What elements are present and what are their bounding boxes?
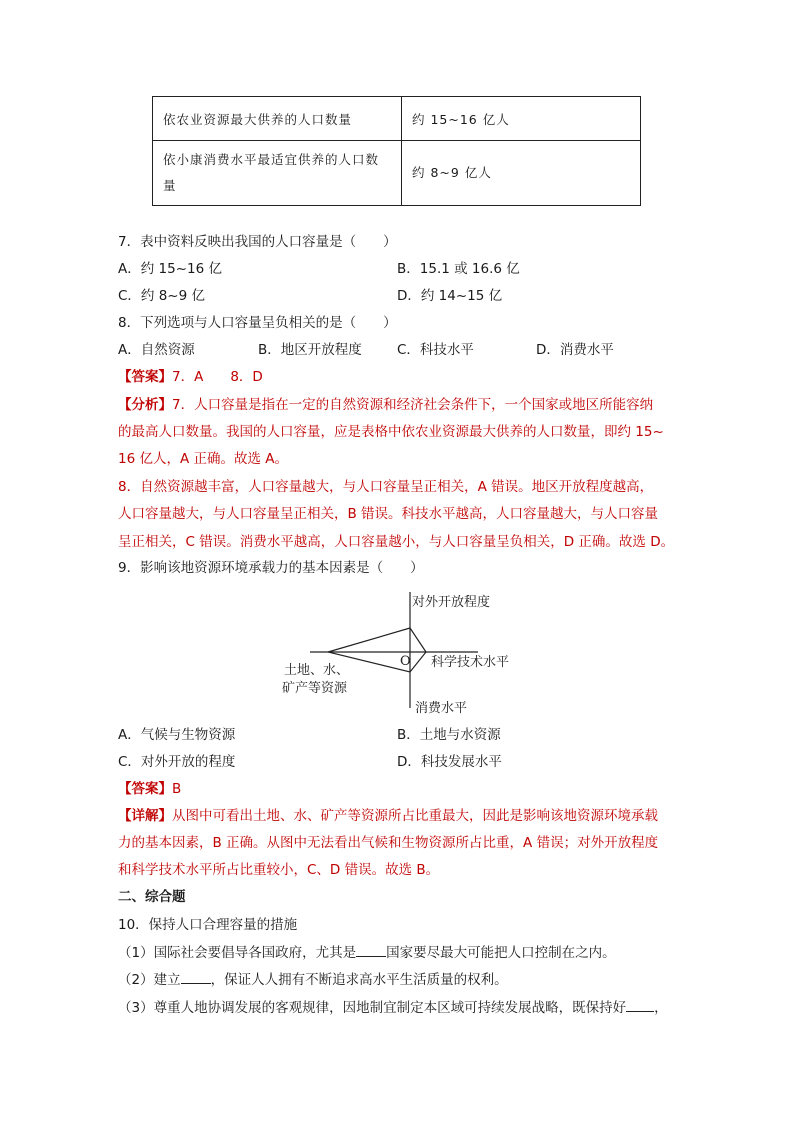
detail-line: 和科学技术水平所占比重较小，C、D 错误。故选 B。 — [118, 862, 440, 878]
table-row — [153, 97, 641, 141]
label-resources: 土地、水、 — [284, 663, 350, 678]
q8-option-c: C．科技水平 — [397, 342, 474, 358]
answer-text: 7．A 8．D — [172, 369, 263, 385]
label-opening: 对外开放程度 — [412, 595, 491, 610]
question-10-stem: 10．保持人口合理容量的措施 — [118, 917, 298, 933]
section-title: 二、综合题 — [118, 889, 186, 905]
q10-item-2: （2）建立 ，保证人人拥有不断追求高水平生活质量的权利。 — [118, 969, 508, 990]
table-cell-label: 依农业资源最大供养的人口数量 — [153, 97, 402, 141]
label-technology: 科学技术水平 — [431, 655, 510, 670]
table-row — [153, 141, 641, 206]
q9-option-c: C．对外开放的程度 — [118, 754, 236, 770]
analysis-line: 呈正相关，C 错误。消费水平越高，人口容量越小，与人口容量呈负相关，D 正确。故选 D。 — [118, 534, 675, 550]
resource-factor-diagram — [270, 586, 530, 716]
blank-field[interactable] — [356, 942, 386, 957]
analysis-line: 人口容量越大，与人口容量呈正相关，B 错误。科技水平越高，人口容量越大，与人口容量 — [118, 506, 659, 522]
answer-tag: 【答案】 — [118, 369, 172, 385]
question-9-stem: 9．影响该地资源环境承载力的基本因素是（ ） — [118, 560, 424, 576]
q9-option-a: A．气候与生物资源 — [118, 727, 236, 743]
detail-tag: 【详解】 — [118, 808, 172, 824]
q8-option-a: A．自然资源 — [118, 342, 195, 358]
question-8-stem: 8．下列选项与人口容量呈负相关的是（ ） — [118, 315, 397, 331]
detail-line: 力的基本因素，B 正确。从图中无法看出气候和生物资源所占比重，A 错误；对外开放程度 — [118, 835, 659, 851]
table-cell-label: 依小康消费水平最适宜供养的人口数量 — [153, 141, 402, 206]
label-resources: 矿产等资源 — [282, 681, 348, 696]
analysis-line: 16 亿人，A 正确。故选 A。 — [118, 451, 289, 467]
q7-option-c: C．约 8~9 亿 — [118, 288, 205, 304]
population-table — [152, 96, 641, 206]
label-origin: O — [400, 654, 411, 669]
q10-item-1: （1）国际社会要倡导各国政府，尤其是 国家要尽最大可能把人口控制在之内。 — [118, 942, 616, 963]
table-cell-value: 约 8~9 亿人 — [402, 141, 641, 206]
q9-option-d: D．科技发展水平 — [397, 754, 502, 770]
analysis-line: 【分析】7．人口容量是指在一定的自然资源和经济社会条件下，一个国家或地区所能容纳 — [118, 397, 654, 413]
q8-option-d: D．消费水平 — [536, 342, 614, 358]
label-consumption: 消费水平 — [415, 701, 468, 716]
q7-option-a: A．约 15~16 亿 — [118, 261, 222, 277]
answer-text: B — [172, 781, 182, 797]
table-cell-value: 约 15~16 亿人 — [402, 97, 641, 141]
analysis-line: 的最高人口数量。我国的人口容量，应是表格中依农业资源最大供养的人口数量，即约 15~ — [118, 424, 664, 440]
q10-item-3: （3）尊重人地协调发展的客观规律，因地制宜制定本区域可持续发展战略，既保持好 ， — [118, 997, 668, 1018]
blank-field[interactable] — [181, 969, 211, 984]
question-7-stem: 7．表中资料反映出我国的人口容量是（ ） — [118, 234, 397, 250]
answer-9 — [118, 779, 181, 799]
q9-option-b: B．土地与水资源 — [397, 727, 501, 743]
analysis-tag: 【分析】 — [118, 397, 172, 413]
blank-field[interactable] — [626, 997, 654, 1012]
answer-7-8 — [118, 367, 263, 387]
q7-option-b: B．15.1 或 16.6 亿 — [397, 261, 520, 277]
answer-tag: 【答案】 — [118, 781, 172, 797]
detail-line: 【详解】从图中可看出土地、水、矿产等资源所占比重最大，因此是影响该地资源环境承载 — [118, 808, 658, 824]
analysis-line: 8．自然资源越丰富，人口容量越大，与人口容量呈正相关，A 错误。地区开放程度越高， — [118, 479, 654, 495]
q7-option-d: D．约 14~15 亿 — [397, 288, 503, 304]
q8-option-b: B．地区开放程度 — [258, 342, 362, 358]
